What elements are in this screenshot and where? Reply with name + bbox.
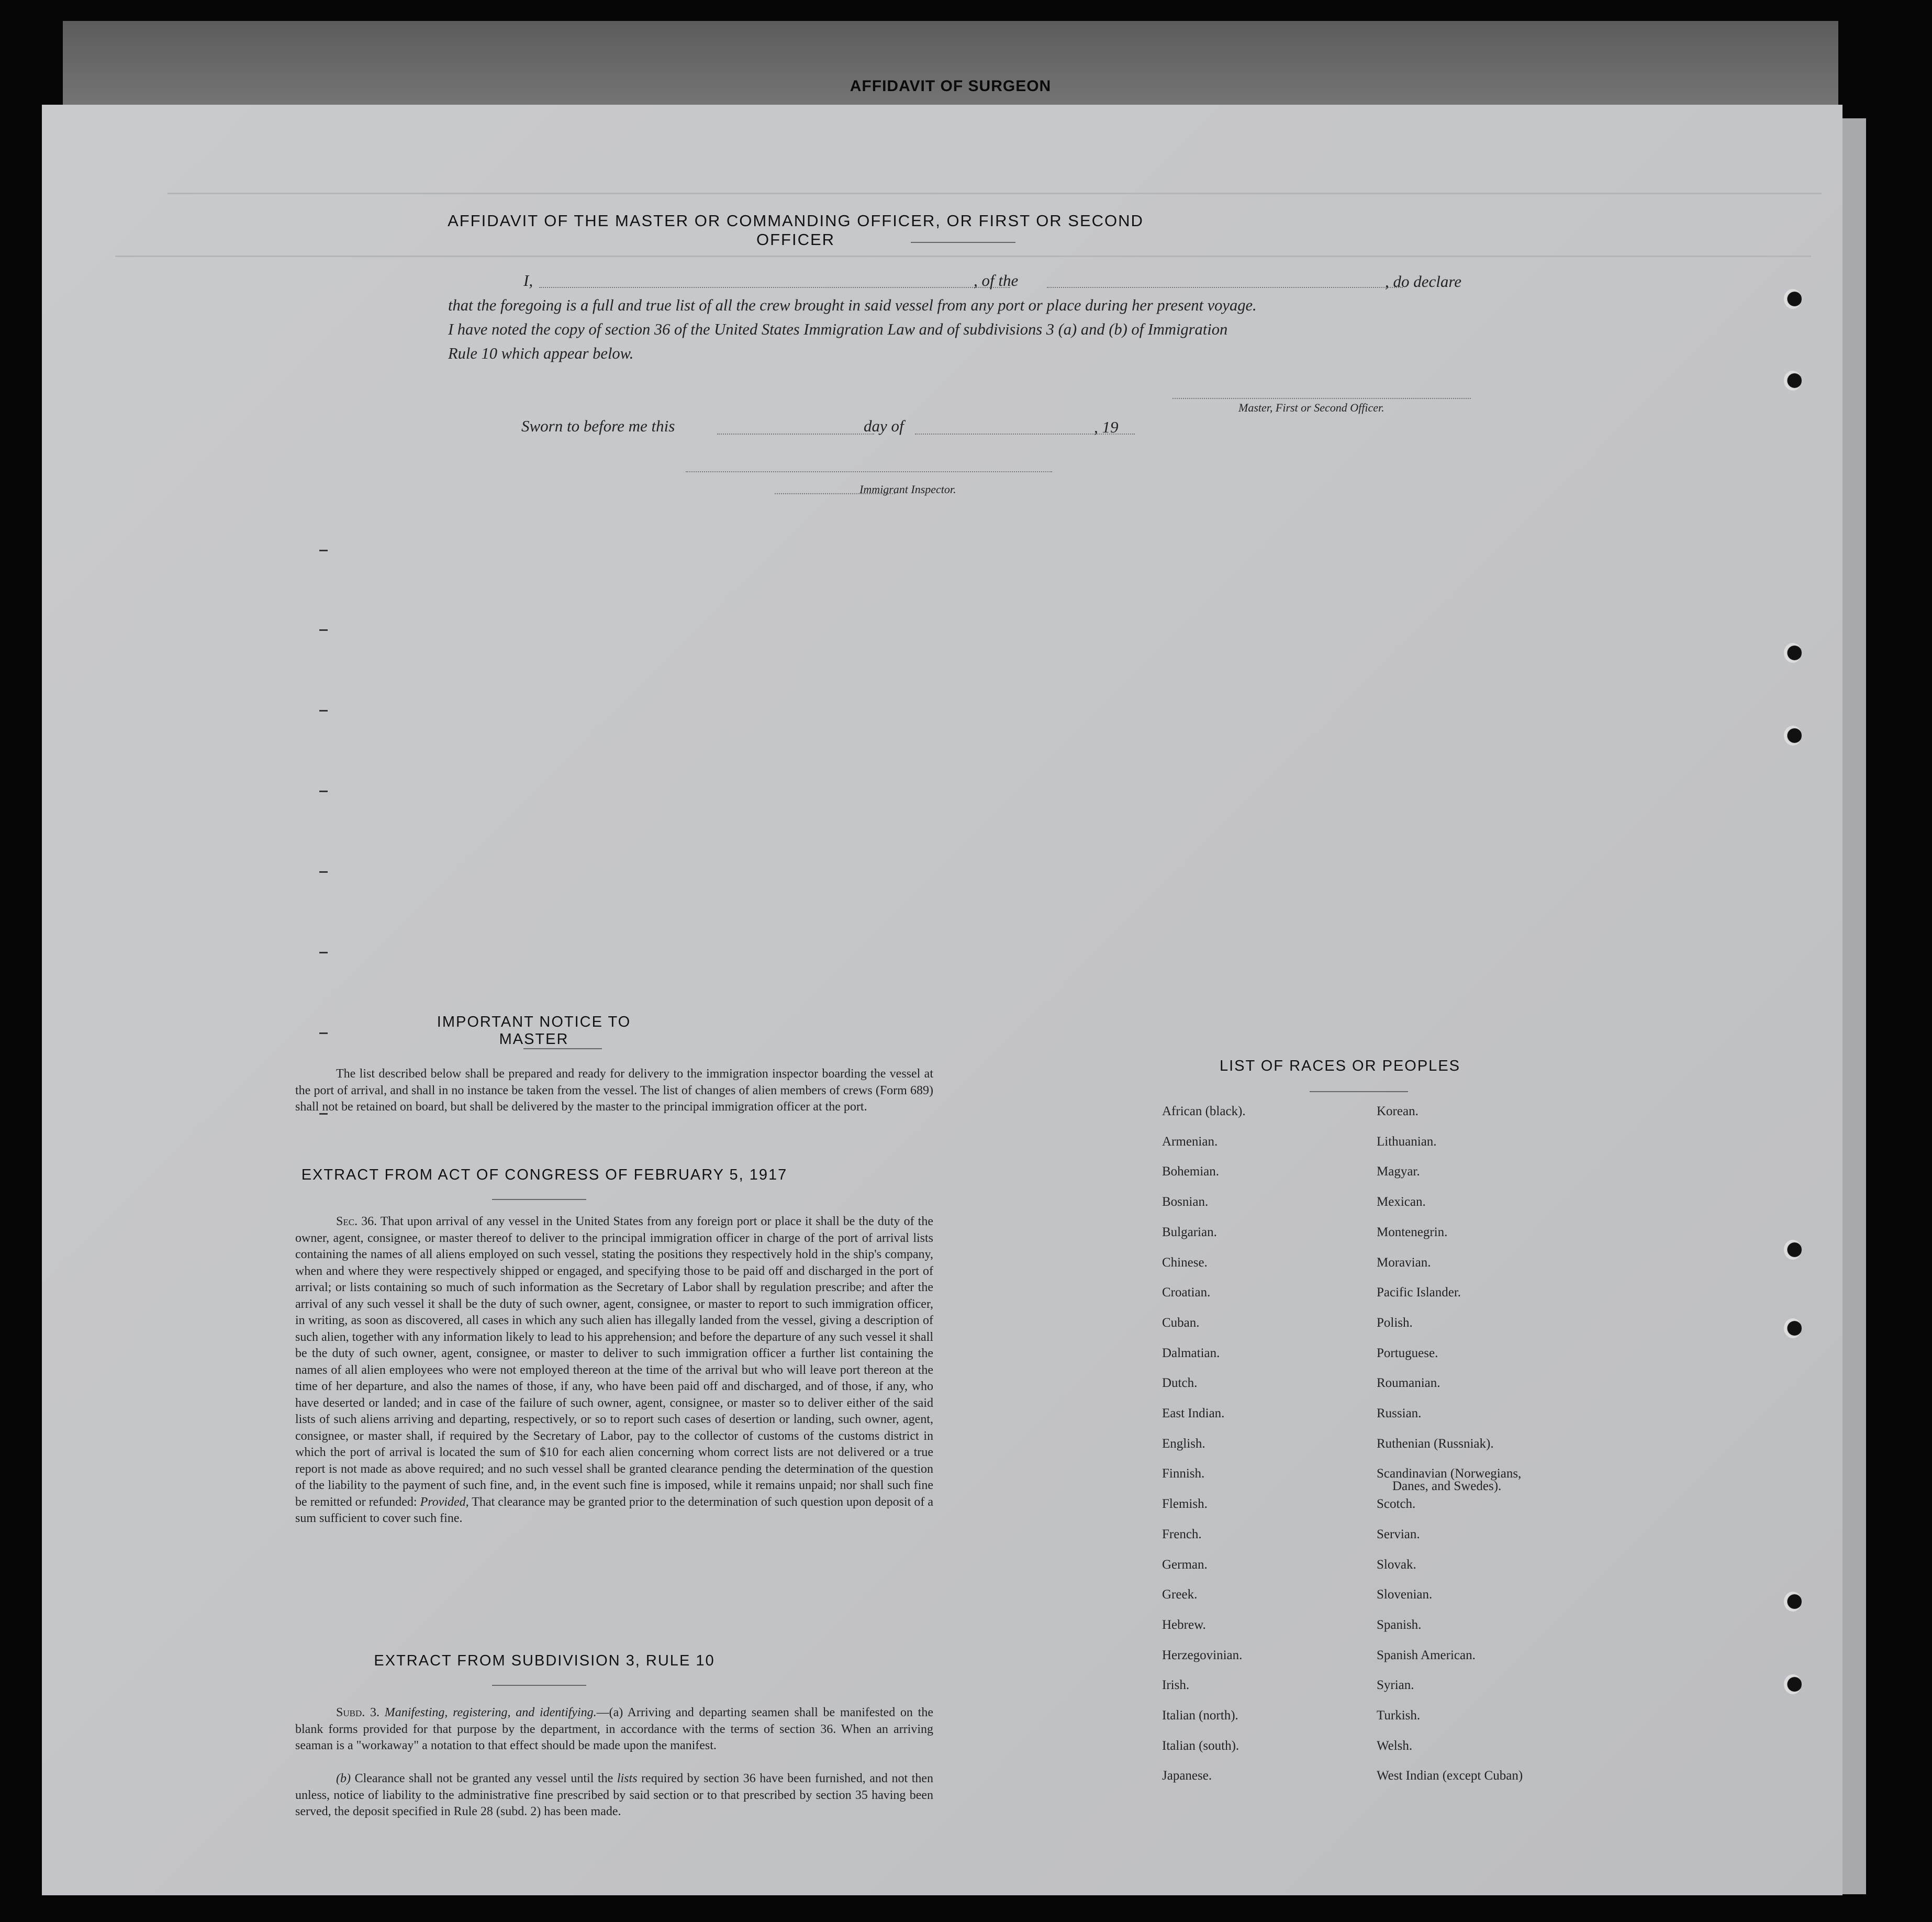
notice-text: The list described below shall be prepared and ready for delivery to the immigration inspector boarding the vessel at the port of arrival, and shall in no instance be taken from the vessel. The list of changes of alien members of crews (Form 689) shall not be retained on board, but shall be delivered by the master to the principal immigration officer at the port. bbox=[295, 1067, 933, 1114]
master-signature-line bbox=[1172, 398, 1471, 399]
subd-heading: Manifesting, registering, and identifying. bbox=[384, 1706, 597, 1719]
race-item: Irish. bbox=[1162, 1678, 1190, 1693]
race-item: West Indian (except Cuban) bbox=[1377, 1769, 1523, 1783]
race-item: Finnish. bbox=[1162, 1467, 1205, 1481]
margin-tick bbox=[319, 710, 328, 712]
title-rule bbox=[911, 242, 1015, 243]
punch-hole bbox=[1784, 1592, 1802, 1612]
race-item: Chinese. bbox=[1162, 1255, 1208, 1270]
races-title: LIST OF RACES OR PEOPLES bbox=[1219, 1058, 1461, 1074]
margin-tick bbox=[319, 629, 328, 631]
punch-hole bbox=[1784, 643, 1802, 663]
race-item: Moravian. bbox=[1377, 1255, 1431, 1270]
race-item: Servian. bbox=[1377, 1527, 1420, 1541]
provided-label: Provided, bbox=[420, 1495, 469, 1509]
notice-title: IMPORTANT NOTICE TO MASTER bbox=[437, 1014, 631, 1048]
i-label: I, bbox=[523, 271, 533, 290]
race-item: Montenegrin. bbox=[1377, 1225, 1448, 1239]
para-b-text-1: Clearance shall not be granted any vessel until the bbox=[354, 1772, 613, 1785]
race-item: Hebrew. bbox=[1162, 1617, 1206, 1632]
punch-hole bbox=[1784, 289, 1802, 309]
race-item: Greek. bbox=[1162, 1587, 1198, 1602]
race-item: Cuban. bbox=[1162, 1315, 1200, 1330]
race-item: Croatian. bbox=[1162, 1285, 1211, 1300]
year-label: , 19 bbox=[1094, 418, 1119, 436]
form-page bbox=[42, 105, 1842, 1895]
para-a-text: Arriving and departing seamen shall be manifested on the blank forms provided for that purpose by the department, in accordance with the terms of section 36. When an arriving seaman is a "workaway" a notation to that effect should be made upon the manifest. bbox=[295, 1706, 933, 1752]
inspector-signature-line bbox=[686, 471, 1052, 472]
race-item: Flemish. bbox=[1162, 1497, 1208, 1512]
signature-caption: Master, First or Second Officer. bbox=[1238, 401, 1384, 414]
race-item: African (black). bbox=[1162, 1104, 1246, 1118]
race-item: Bulgarian. bbox=[1162, 1225, 1217, 1239]
race-item: Scandinavian (Norwegians, bbox=[1377, 1467, 1522, 1481]
race-item: Turkish. bbox=[1377, 1708, 1421, 1723]
race-item: Magyar. bbox=[1377, 1164, 1420, 1179]
rule-rule bbox=[492, 1685, 586, 1686]
race-item: Italian (north). bbox=[1162, 1708, 1238, 1723]
race-item: English. bbox=[1162, 1436, 1205, 1451]
race-item: Lithuanian. bbox=[1377, 1134, 1437, 1149]
act-body-end: That clearance may be granted prior to the determination of such question upon deposit of a sum sufficient to cover such fine. bbox=[295, 1495, 933, 1525]
race-item: Slovenian. bbox=[1377, 1587, 1433, 1602]
do-declare-label: , do declare bbox=[1385, 272, 1462, 291]
margin-tick bbox=[319, 1032, 328, 1034]
race-item: Korean. bbox=[1377, 1104, 1419, 1118]
subd-label: Subd. 3. bbox=[336, 1706, 379, 1719]
notice-rule bbox=[523, 1048, 602, 1049]
race-item: Scotch. bbox=[1377, 1497, 1416, 1512]
affidavit-title: AFFIDAVIT OF THE MASTER OR COMMANDING OFFICER, OR FIRST OR SECOND OFFICER bbox=[448, 212, 1144, 249]
act-body: That upon arrival of any vessel in the United States from any foreign port or place it shall be the duty of the owner, agent, consignee, or master thereof to deliver to the principal immigration officer in charge of the port of arrival lists containing the names of all aliens employed on such vessel, stating the positions they respectively hold in the ship's company, when and where they were respectively shipped or engaged, and specifying those to be paid off and discharged in the port of arrival; or lists containing so much of such information as the Secretary of Labor shall by regulation prescribe; and after the arrival of any such vessel it shall be the duty of such owner, agent, consignee, or master to report to such immigration officer, in writing, as soon as discovered, all cases in which any such alien has illegally landed from the vessel, giving a description of such alien, together with any information likely to lead to his apprehension; and before the departure of any such vessel it shall be the duty of such owner, agent, consignee, or master to deliver to such immigration officer a further list containing the names of all alien employees who were not employed thereon at the time of the arrival but who will leave port thereon at the time of her departure, and also the names of those, if any, who have been paid off and discharged, and of those, if any, who have deserted or landed; and in case of the failure of such owner, agent, consignee, or master so to deliver either of the said lists of such aliens arriving and departing, respectively, or so to report such cases of desertion or landing, such owner, agent, consignee, or master shall, if required by the Secretary of Labor, pay to the collector of customs of the customs district in which the port of arrival is located the sum of $10 for each alien concerning whom correct lists are not delivered or a true report is not made as above required; and no such vessel shall be granted clearance pending the determination of the question of the liability to the payment of such fine, and, in the event such fine is imposed, while it remains unpaid; nor shall such fine be remitted or refunded: bbox=[295, 1215, 933, 1509]
race-item-continuation: Danes, and Swedes). bbox=[1392, 1479, 1502, 1494]
race-item: Spanish American. bbox=[1377, 1648, 1476, 1662]
margin-tick bbox=[319, 791, 328, 792]
punch-hole bbox=[1784, 371, 1802, 391]
race-item: Bosnian. bbox=[1162, 1195, 1209, 1209]
margin-tick bbox=[319, 550, 328, 551]
sworn-label: Sworn to before me this bbox=[521, 417, 675, 435]
race-item: Italian (south). bbox=[1162, 1738, 1239, 1753]
race-item: Spanish. bbox=[1377, 1617, 1422, 1632]
affidavit-line-3: Rule 10 which appear below. bbox=[448, 345, 634, 362]
affidavit-line-1: that the foregoing is a full and true list of all the crew brought in said vessel from any port or place during her present voyage. bbox=[448, 296, 1257, 314]
race-item: Portuguese. bbox=[1377, 1346, 1438, 1360]
inspector-caption: Immigrant Inspector. bbox=[859, 483, 956, 496]
para-a-marker: —(a) bbox=[596, 1706, 623, 1719]
vessel-blank bbox=[1047, 287, 1403, 288]
race-item: Bohemian. bbox=[1162, 1164, 1220, 1179]
punch-hole bbox=[1784, 726, 1802, 746]
race-item: Mexican. bbox=[1377, 1195, 1426, 1209]
punch-hole bbox=[1784, 1318, 1802, 1338]
race-item: German. bbox=[1162, 1557, 1208, 1572]
race-item: Syrian. bbox=[1377, 1678, 1414, 1693]
rule-para-b bbox=[295, 1771, 933, 1820]
day-of-label: day of bbox=[864, 417, 904, 435]
race-item: Ruthenian (Russniak). bbox=[1377, 1436, 1494, 1451]
race-item: French. bbox=[1162, 1527, 1202, 1541]
page-edge-strip bbox=[1842, 118, 1866, 1894]
race-item: Polish. bbox=[1377, 1315, 1413, 1330]
race-item: Armenian. bbox=[1162, 1134, 1218, 1149]
race-item: Welsh. bbox=[1377, 1738, 1413, 1753]
rule-para-a bbox=[295, 1705, 933, 1754]
act-rule bbox=[492, 1199, 586, 1200]
act-text bbox=[295, 1214, 933, 1527]
punch-hole bbox=[1784, 1240, 1802, 1260]
bleed-through-line bbox=[115, 255, 1811, 257]
sec-label: Sec. 36. bbox=[336, 1215, 377, 1228]
race-item: Herzegovinian. bbox=[1162, 1648, 1243, 1662]
rule-title: EXTRACT FROM SUBDIVISION 3, RULE 10 bbox=[374, 1652, 715, 1669]
race-item: Dutch. bbox=[1162, 1376, 1198, 1391]
race-item: East Indian. bbox=[1162, 1406, 1225, 1420]
para-b-marker: (b) bbox=[336, 1772, 351, 1785]
punch-hole bbox=[1784, 1674, 1802, 1694]
back-sheet-title: AFFIDAVIT OF SURGEON bbox=[850, 77, 1052, 95]
para-b-lists: lists bbox=[617, 1772, 638, 1785]
day-blank bbox=[717, 434, 874, 435]
race-item: Japanese. bbox=[1162, 1769, 1212, 1783]
margin-tick bbox=[319, 871, 328, 873]
race-item: Russian. bbox=[1377, 1406, 1422, 1420]
act-title: EXTRACT FROM ACT OF CONGRESS OF FEBRUARY 5, 1917 bbox=[301, 1166, 788, 1183]
para-b-text-2: required by section 36 have been furnished, and not then unless, notice of liability to the administrative fine prescribed by said section or to that prescribed by section 35 having been served, the deposit specified in Rule 28 (subd. 2) has been made. bbox=[295, 1772, 934, 1818]
race-item: Slovak. bbox=[1377, 1557, 1416, 1572]
affidavit-line-2: I have noted the copy of section 36 of the United States Immigration Law and of subdivisions 3 (a) and (b) of Immigration bbox=[448, 320, 1228, 338]
bleed-through-line bbox=[167, 193, 1822, 194]
margin-tick bbox=[319, 952, 328, 953]
of-the-label: , of the bbox=[974, 271, 1019, 290]
race-item: Dalmatian. bbox=[1162, 1346, 1220, 1360]
name-blank bbox=[539, 287, 1010, 288]
races-rule bbox=[1310, 1091, 1408, 1092]
race-item: Pacific Islander. bbox=[1377, 1285, 1461, 1300]
race-item: Roumanian. bbox=[1377, 1376, 1440, 1391]
